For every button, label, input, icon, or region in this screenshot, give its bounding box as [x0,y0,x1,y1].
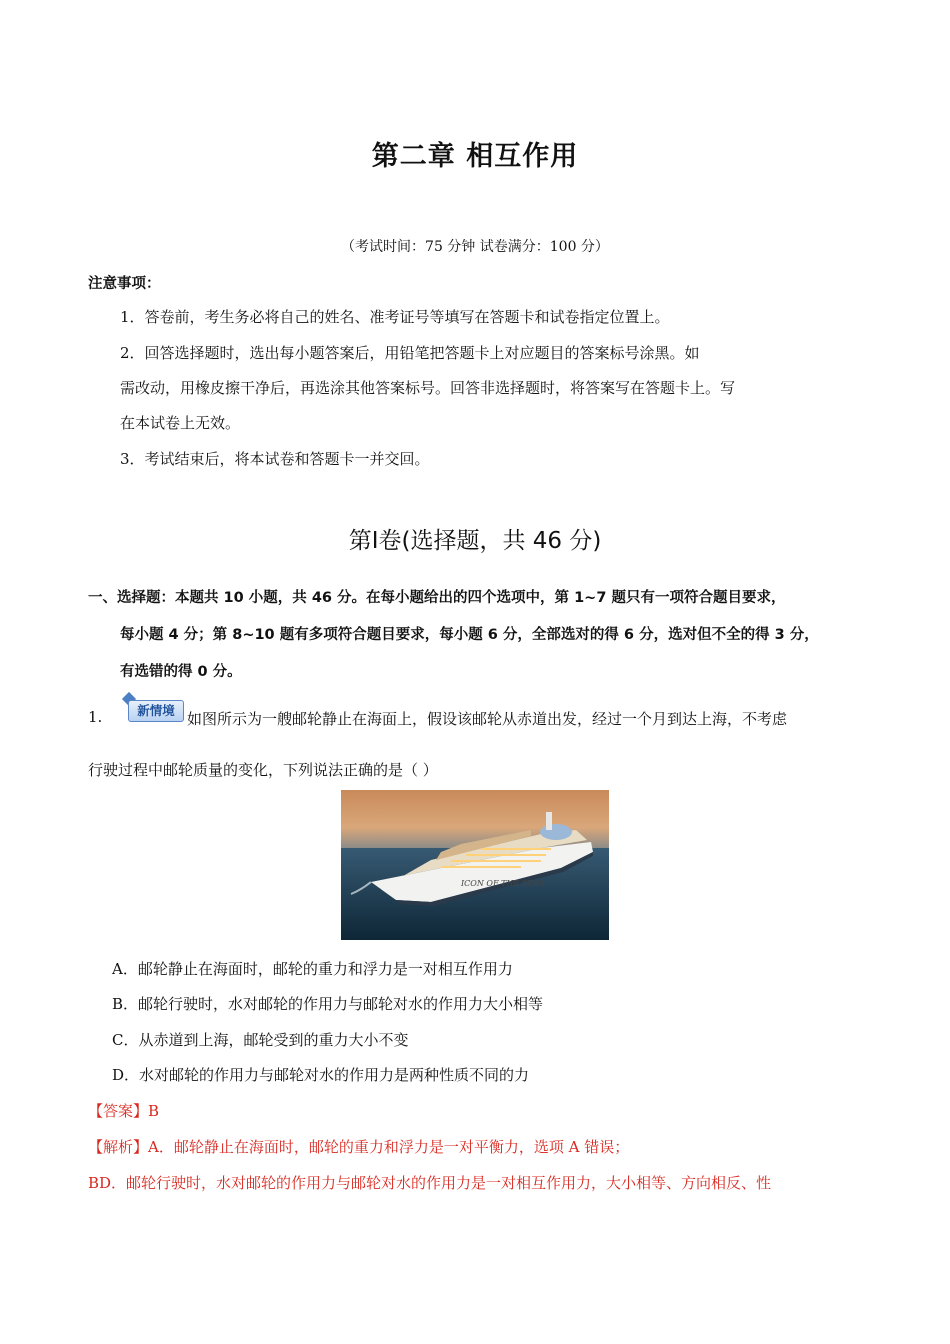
notice-item-2-cont: 需改动，用橡皮擦干净后，再选涂其他答案标号。回答非选择题时，将答案写在答题卡上。写 [120,379,736,397]
notice-item-2: 2．回答选择题时，选出每小题答案后，用铅笔把答题卡上对应题目的答案标号涂黑。如 [120,344,700,362]
option-c: C．从赤道到上海，邮轮受到的重力大小不变 [112,1031,409,1049]
notice-item-1: 1．答卷前，考生务必将自己的姓名、准考证号等填写在答题卡和试卷指定位置上。 [120,308,670,326]
section-intro-line-1: 一、选择题：本题共 10 小题，共 46 分。在每小题给出的四个选项中，第 1~7 题只有一项符合题目要求， [88,590,786,606]
notice-item-3: 3．考试结束后，将本试卷和答题卡一并交回。 [120,450,430,468]
analysis-line-2: BD．邮轮行驶时，水对邮轮的作用力与邮轮对水的作用力是一对相互作用力，大小相等、方向相反、性 [88,1174,772,1192]
answer: 【答案】B [88,1102,160,1120]
section-intro-line-2: 每小题 4 分；第 8~10 题有多项符合题目要求，每小题 6 分，全部选对的得 6 分，选对但不全的得 3 分， [120,627,819,643]
new-context-badge [124,694,184,722]
exam-meta: （考试时间：75 分钟 试卷满分：100 分） [341,239,609,255]
badge-label: 新情境 [128,700,184,722]
cruise-ship-photo [341,790,609,940]
notice-item-2-cont2: 在本试卷上无效。 [120,414,241,432]
ship-name: ICON OF THE SEAS [461,879,545,888]
section-title: 第Ⅰ卷(选择题，共 46 分) [348,528,602,554]
option-b: B．邮轮行驶时，水对邮轮的作用力与邮轮对水的作用力大小相等 [112,995,544,1013]
document-title: 第二章 相互作用 [371,141,579,172]
question-number: 1. [88,708,103,726]
option-d: D．水对邮轮的作用力与邮轮对水的作用力是两种性质不同的力 [112,1066,530,1084]
notice-heading: 注意事项： [88,276,161,292]
option-a: A．邮轮静止在海面时，邮轮的重力和浮力是一对相互作用力 [112,960,513,978]
question-stem-line-2: 行驶过程中邮轮质量的变化，下列说法正确的是（ ） [88,761,438,779]
question-stem-line-1: 如图所示为一艘邮轮静止在海面上，假设该邮轮从赤道出发，经过一个月到达上海，不考虑 [187,710,788,728]
analysis-line-1: 【解析】A．邮轮静止在海面时，邮轮的重力和浮力是一对平衡力，选项 A 错误； [88,1138,630,1156]
section-intro-line-3: 有选错的得 0 分。 [120,664,242,680]
